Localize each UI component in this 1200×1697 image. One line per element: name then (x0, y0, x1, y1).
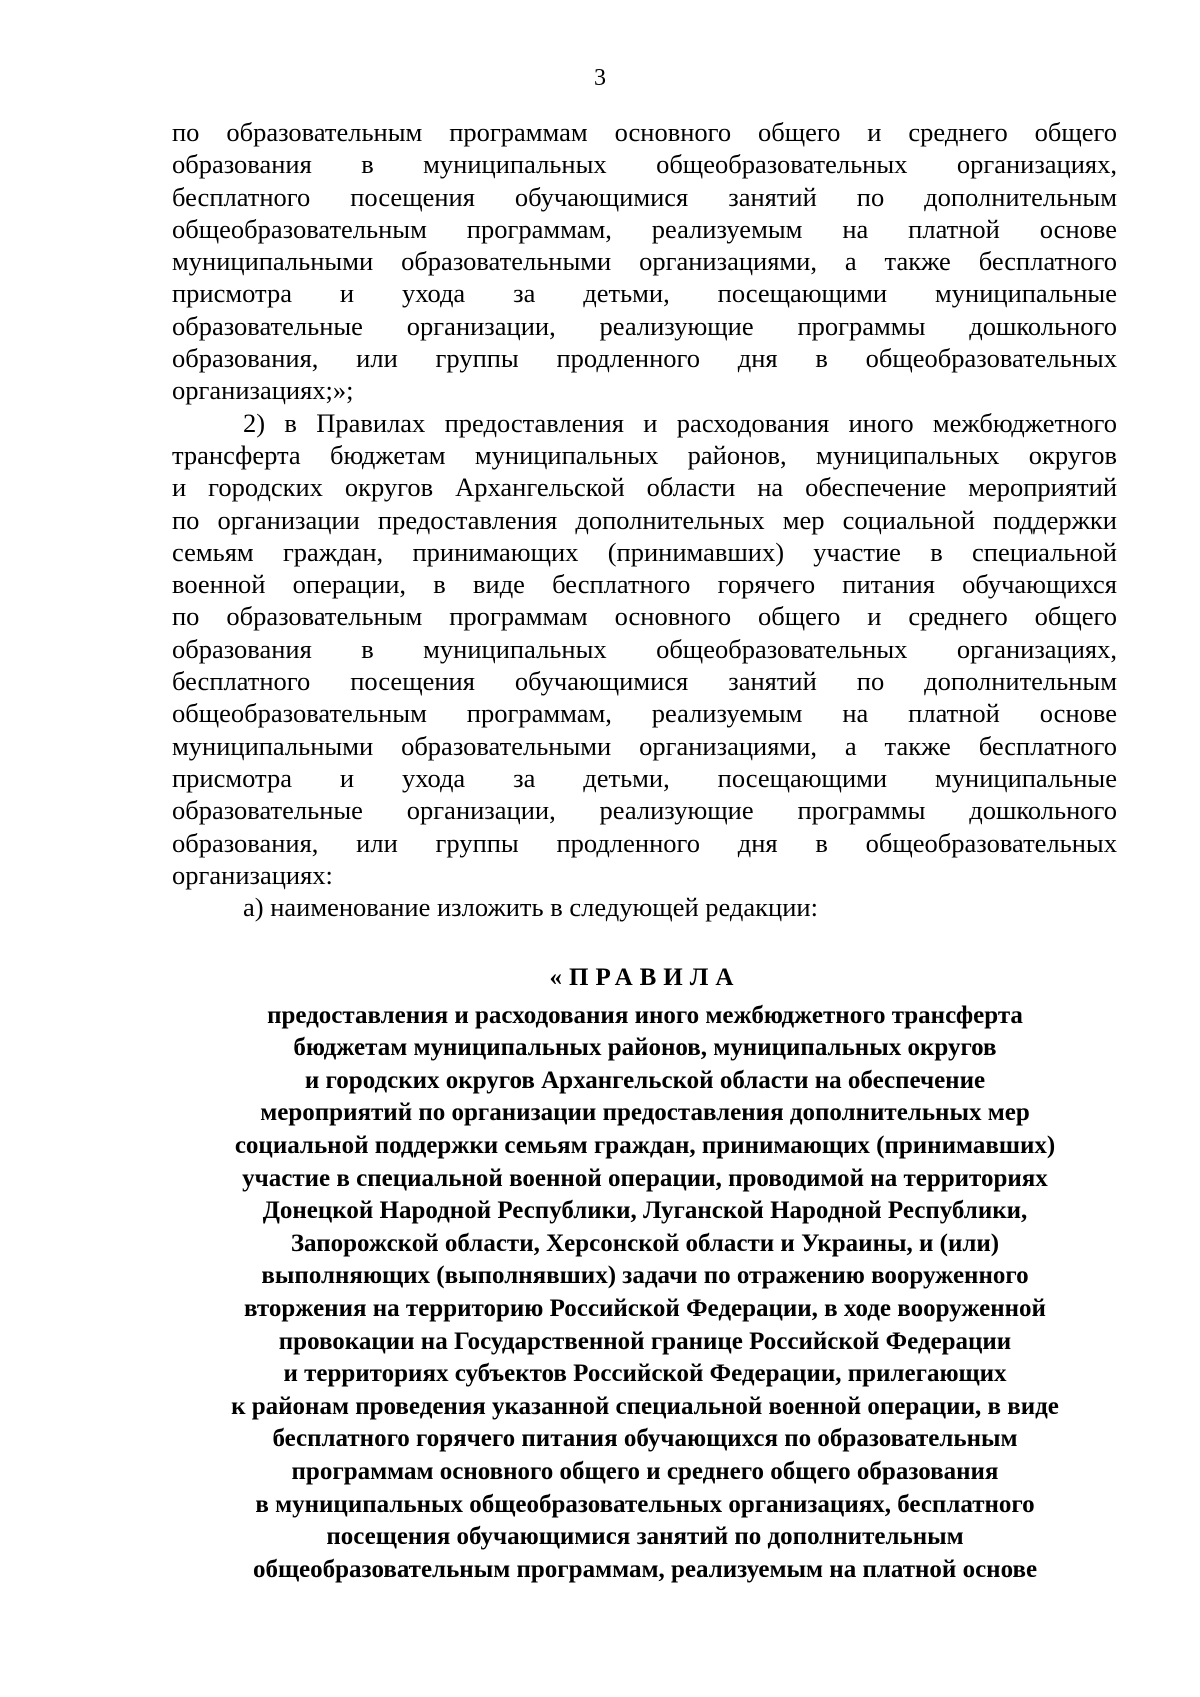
title-line: предоставления и расходования иного межбюджетного трансферта (267, 1001, 1023, 1029)
text-line: муниципальными образовательными организациями, а также бесплатного (172, 730, 1117, 761)
text-line: по образовательным программам основного общего и среднего общего (172, 601, 1117, 632)
title-line: вторжения на территорию Российской Федерации, в ходе вооруженной (244, 1294, 1046, 1322)
title-line: в муниципальных общеобразовательных организациях, бесплатного (255, 1490, 1035, 1518)
text-line: и городских округов Архангельской области на обеспечение мероприятий (172, 472, 1117, 503)
rules-heading: «ПРАВИЛА (549, 964, 741, 991)
title-line: и городских округов Архангельской области на обеспечение (304, 1066, 986, 1094)
title-line: Донецкой Народной Республики, Луганской Народной Республики, (262, 1197, 1028, 1225)
text-line: 2) в Правилах предоставления и расходования иного межбюджетного (243, 407, 1117, 438)
text-line: образования в муниципальных общеобразовательных организациях, (172, 149, 1117, 180)
text-line: организациях: (172, 859, 333, 890)
text-line: образования в муниципальных общеобразовательных организациях, (172, 633, 1117, 664)
paragraph-1 (172, 116, 1117, 407)
paragraph-3 (172, 891, 1117, 923)
title-line: бюджетам муниципальных районов, муниципальных округов (293, 1034, 997, 1062)
title-line: провокации на Государственной границе Российской Федерации (278, 1327, 1012, 1355)
text-line: муниципальными образовательными организациями, а также бесплатного (172, 246, 1117, 277)
text-line: по образовательным программам основного общего и среднего общего (172, 117, 1117, 147)
title-line: Запорожской области, Херсонской области и Украины, и (или) (290, 1229, 1000, 1257)
page-number: 3 (594, 65, 606, 91)
title-line: программам основного общего и среднего общего образования (291, 1457, 999, 1485)
text-line: присмотра и ухода за детьми, посещающими муниципальные (172, 762, 1117, 793)
title-line: выполняющих (выполнявших) задачи по отражению вооруженного (261, 1262, 1029, 1290)
text-line: присмотра и ухода за детьми, посещающими муниципальные (172, 278, 1117, 309)
document-body (172, 116, 1117, 923)
title-line: посещения обучающимися занятий по дополнительным (326, 1523, 964, 1551)
text-line: трансферта бюджетам муниципальных районов, муниципальных округов (172, 439, 1117, 470)
rules-title-block (150, 962, 1140, 1586)
title-line: общеобразовательным программам, реализуемым на платной основе (252, 1555, 1038, 1583)
title-line: мероприятий по организации предоставления дополнительных мер (260, 1099, 1030, 1127)
text-line: образовательные организации, реализующие программы дошкольного (172, 310, 1117, 341)
text-line: а) наименование изложить в следующей редакции: (243, 892, 818, 923)
paragraph-2 (172, 407, 1117, 891)
text-line: бесплатного посещения обучающимися занятий по дополнительным (172, 181, 1117, 212)
title-line: к районам проведения указанной специальной военной операции, в виде (231, 1392, 1059, 1420)
text-line: военной операции, в виде бесплатного горячего питания обучающихся (172, 569, 1117, 600)
text-line: образовательные организации, реализующие программы дошкольного (172, 795, 1117, 826)
text-line: образования, или группы продленного дня в общеобразовательных (172, 827, 1117, 858)
title-line: бесплатного горячего питания обучающихся по образовательным (272, 1425, 1018, 1453)
title-line: и территориях субъектов Российской Федерации, прилегающих (283, 1360, 1007, 1388)
title-line: социальной поддержки семьям граждан, принимающих (принимавших) (234, 1131, 1056, 1159)
text-line: общеобразовательным программам, реализуемым на платной основе (172, 698, 1117, 729)
text-line: бесплатного посещения обучающимися занятий по дополнительным (172, 666, 1117, 697)
text-line: образования, или группы продленного дня в общеобразовательных (172, 343, 1117, 374)
text-line: по организации предоставления дополнительных мер социальной поддержки (172, 504, 1117, 535)
text-line: организациях;»; (172, 375, 354, 406)
text-line: общеобразовательным программам, реализуемым на платной основе (172, 213, 1117, 244)
text-line: семьям граждан, принимающих (принимавших) участие в специальной (172, 536, 1117, 567)
title-line: участие в специальной военной операции, проводимой на территориях (242, 1164, 1048, 1192)
